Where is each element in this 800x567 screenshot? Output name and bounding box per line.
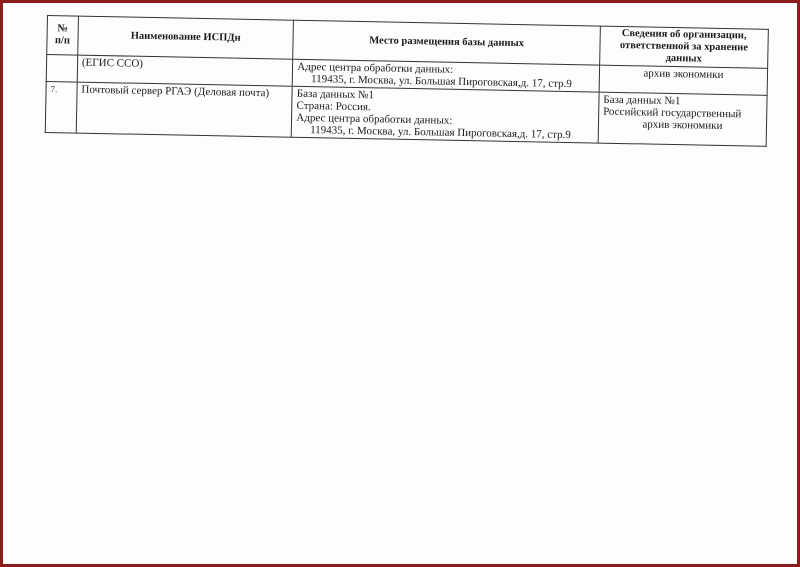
document-sheet (44, 15, 775, 179)
row-name: Почтовый сервер РГАЭ (Деловая почта) (76, 82, 292, 137)
org-line: архив экономики (642, 118, 723, 132)
row-name: (ЕГИС ССО) (77, 55, 293, 86)
location-line: База данных №1 (296, 87, 375, 102)
header-org: Сведения об организации, ответственной за хранение данных (600, 26, 769, 68)
ispdn-table (45, 15, 769, 147)
row-org (599, 65, 768, 95)
header-name: Наименование ИСПДн (78, 16, 294, 59)
location-line: 119435, г. Москва, ул. Большая Пироговская,д. 17, стр.9 (311, 73, 572, 91)
org-line: База данных №1 (603, 93, 681, 108)
row-num (46, 55, 77, 83)
org-line: Российский государственный (603, 105, 742, 121)
location-line: Адрес центра обработки данных: (296, 111, 453, 127)
row-location (291, 86, 599, 143)
header-location: Место размещения базы данных (293, 20, 600, 65)
location-line: 119435, г. Москва, ул. Большая Пироговская,д. 17, стр.9 (310, 124, 571, 142)
org-line: архив экономики (643, 67, 724, 81)
row-org (598, 92, 767, 146)
row-num: 7. (45, 81, 77, 133)
header-num: № п/п (47, 16, 79, 56)
location-line: Адрес центра обработки данных: (297, 60, 454, 76)
location-line: Страна: Россия. (296, 99, 371, 114)
